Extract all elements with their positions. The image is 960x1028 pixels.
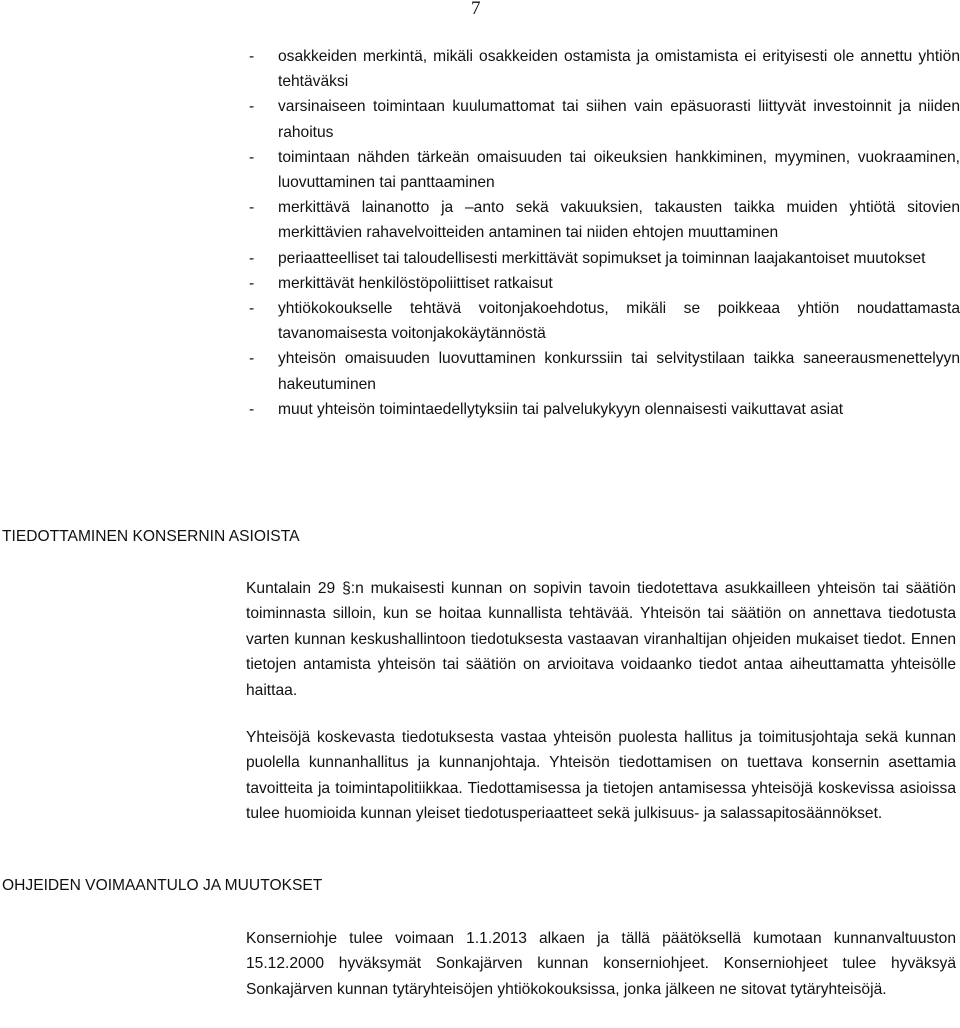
list-item-text: muut yhteisön toimintaedellytyksiin tai palvelukykyyn olennaisesti vaikuttavat asiat [278,400,844,418]
bullet-dash: - [249,48,255,65]
list-item-text: yhteisön omaisuuden luovuttaminen konkurssiin tai selvitystilaan taikka saneerausmenettelyyn hakeutuminen [278,350,960,393]
list-item [246,296,960,346]
bullet-dash: - [249,400,255,418]
paragraph-tiedottaminen-1: Kuntalain 29 §:n mukaisesti kunnan on sopivin tavoin tiedotettava asukkailleen yhteisön tai säätiön toiminnasta silloin, kun se hoitaa kunnallista tehtävää. Yhteisön tai säätiön on annettava tiedotusta varten kunnan keskushallintoon tiedotuksesta vastaavan viranhaltijan ohjeiden mukaiset tiedot. Ennen tietojen antamista yhteisön tai säätiön on arvioitava voidaanko tiedot antaa aiheuttamatta yhteisölle haittaa. [246,580,956,699]
bullet-dash: - [249,98,255,116]
bullet-dash: - [249,148,255,166]
list-item [246,346,960,396]
list-item-text: varsinaiseen toimintaan kuulumattomat tai siihen vain epäsuorasti liittyvät investoinnit ja niiden rahoitus [278,98,960,141]
page-number: 7 [471,0,481,19]
bullet-dash: - [249,249,255,267]
list-item [246,397,960,422]
bullet-dash: - [249,199,255,217]
bullet-dash: - [249,274,255,292]
list-item [246,145,960,195]
decision-items-list [246,44,960,422]
list-item-text: yhtiökokoukselle tehtävä voitonjakoehdotus, mikäli se poikkeaa yhtiön noudattamasta tavanomaisesta voitonjakokäytännöstä [278,300,960,343]
bullet-dash: - [249,350,255,368]
list-item [246,271,960,296]
bullet-dash: - [249,300,255,318]
section-heading-tiedottaminen: TIEDOTTAMINEN KONSERNIN ASIOISTA [2,528,300,545]
list-item [246,44,960,94]
list-item-text: merkittävä lainanotto ja –anto sekä vakuuksien, takausten taikka muiden yhtiötä sitovien merkittävien rahavelvoitteiden antaminen tai niiden ehtojen muuttaminen [278,199,960,242]
paragraph-voimaantulo-1: Konserniohje tulee voimaan 1.1.2013 alkaen ja tällä päätöksellä kumotaan kunnanvaltuuston 15.12.2000 hyväksymät Sonkajärven kunnan konserniohjeet. Konserniohjeet tulee hyväksyä Sonkajärven kunnan tytäryhteisöjen yhtiökokouksissa, jonka jälkeen ne sitovat tytäryhteisöjä. [246,930,956,998]
paragraph-tiedottaminen-2: Yhteisöjä koskevasta tiedotuksesta vastaa yhteisön puolesta hallitus ja toimitusjohtaja sekä kunnan puolella kunnanhallitus ja kunnanjohtaja. Yhteisön tiedottamisen on tuettava konsernin asettamia tavoitteita ja toimintapolitiikkaa. Tiedottamisessa ja tietojen antamisessa yhteisöjä koskevissa asioissa tulee huomioida kunnan yleiset tiedotusperiaatteet sekä julkisuus- ja salassapitosäännökset. [246,729,956,823]
list-item-text: merkittävät henkilöstöpoliittiset ratkaisut [278,274,553,292]
section-heading-voimaantulo: OHJEIDEN VOIMAANTULO JA MUUTOKSET [2,877,323,894]
list-item [246,195,960,245]
list-item [246,94,960,144]
list-item [246,246,960,271]
list-item-text: toimintaan nähden tärkeän omaisuuden tai oikeuksien hankkiminen, myyminen, vuokraaminen, luovuttaminen tai panttaaminen [278,148,960,192]
list-item-text: periaatteelliset tai taloudellisesti merkittävät sopimukset ja toiminnan laajakantoiset muutokset [278,249,926,267]
list-item-text: osakkeiden merkintä, mikäli osakkeiden ostamista ja omistamista ei erityisesti ole annettu yhtiön tehtäväksi [278,48,960,91]
